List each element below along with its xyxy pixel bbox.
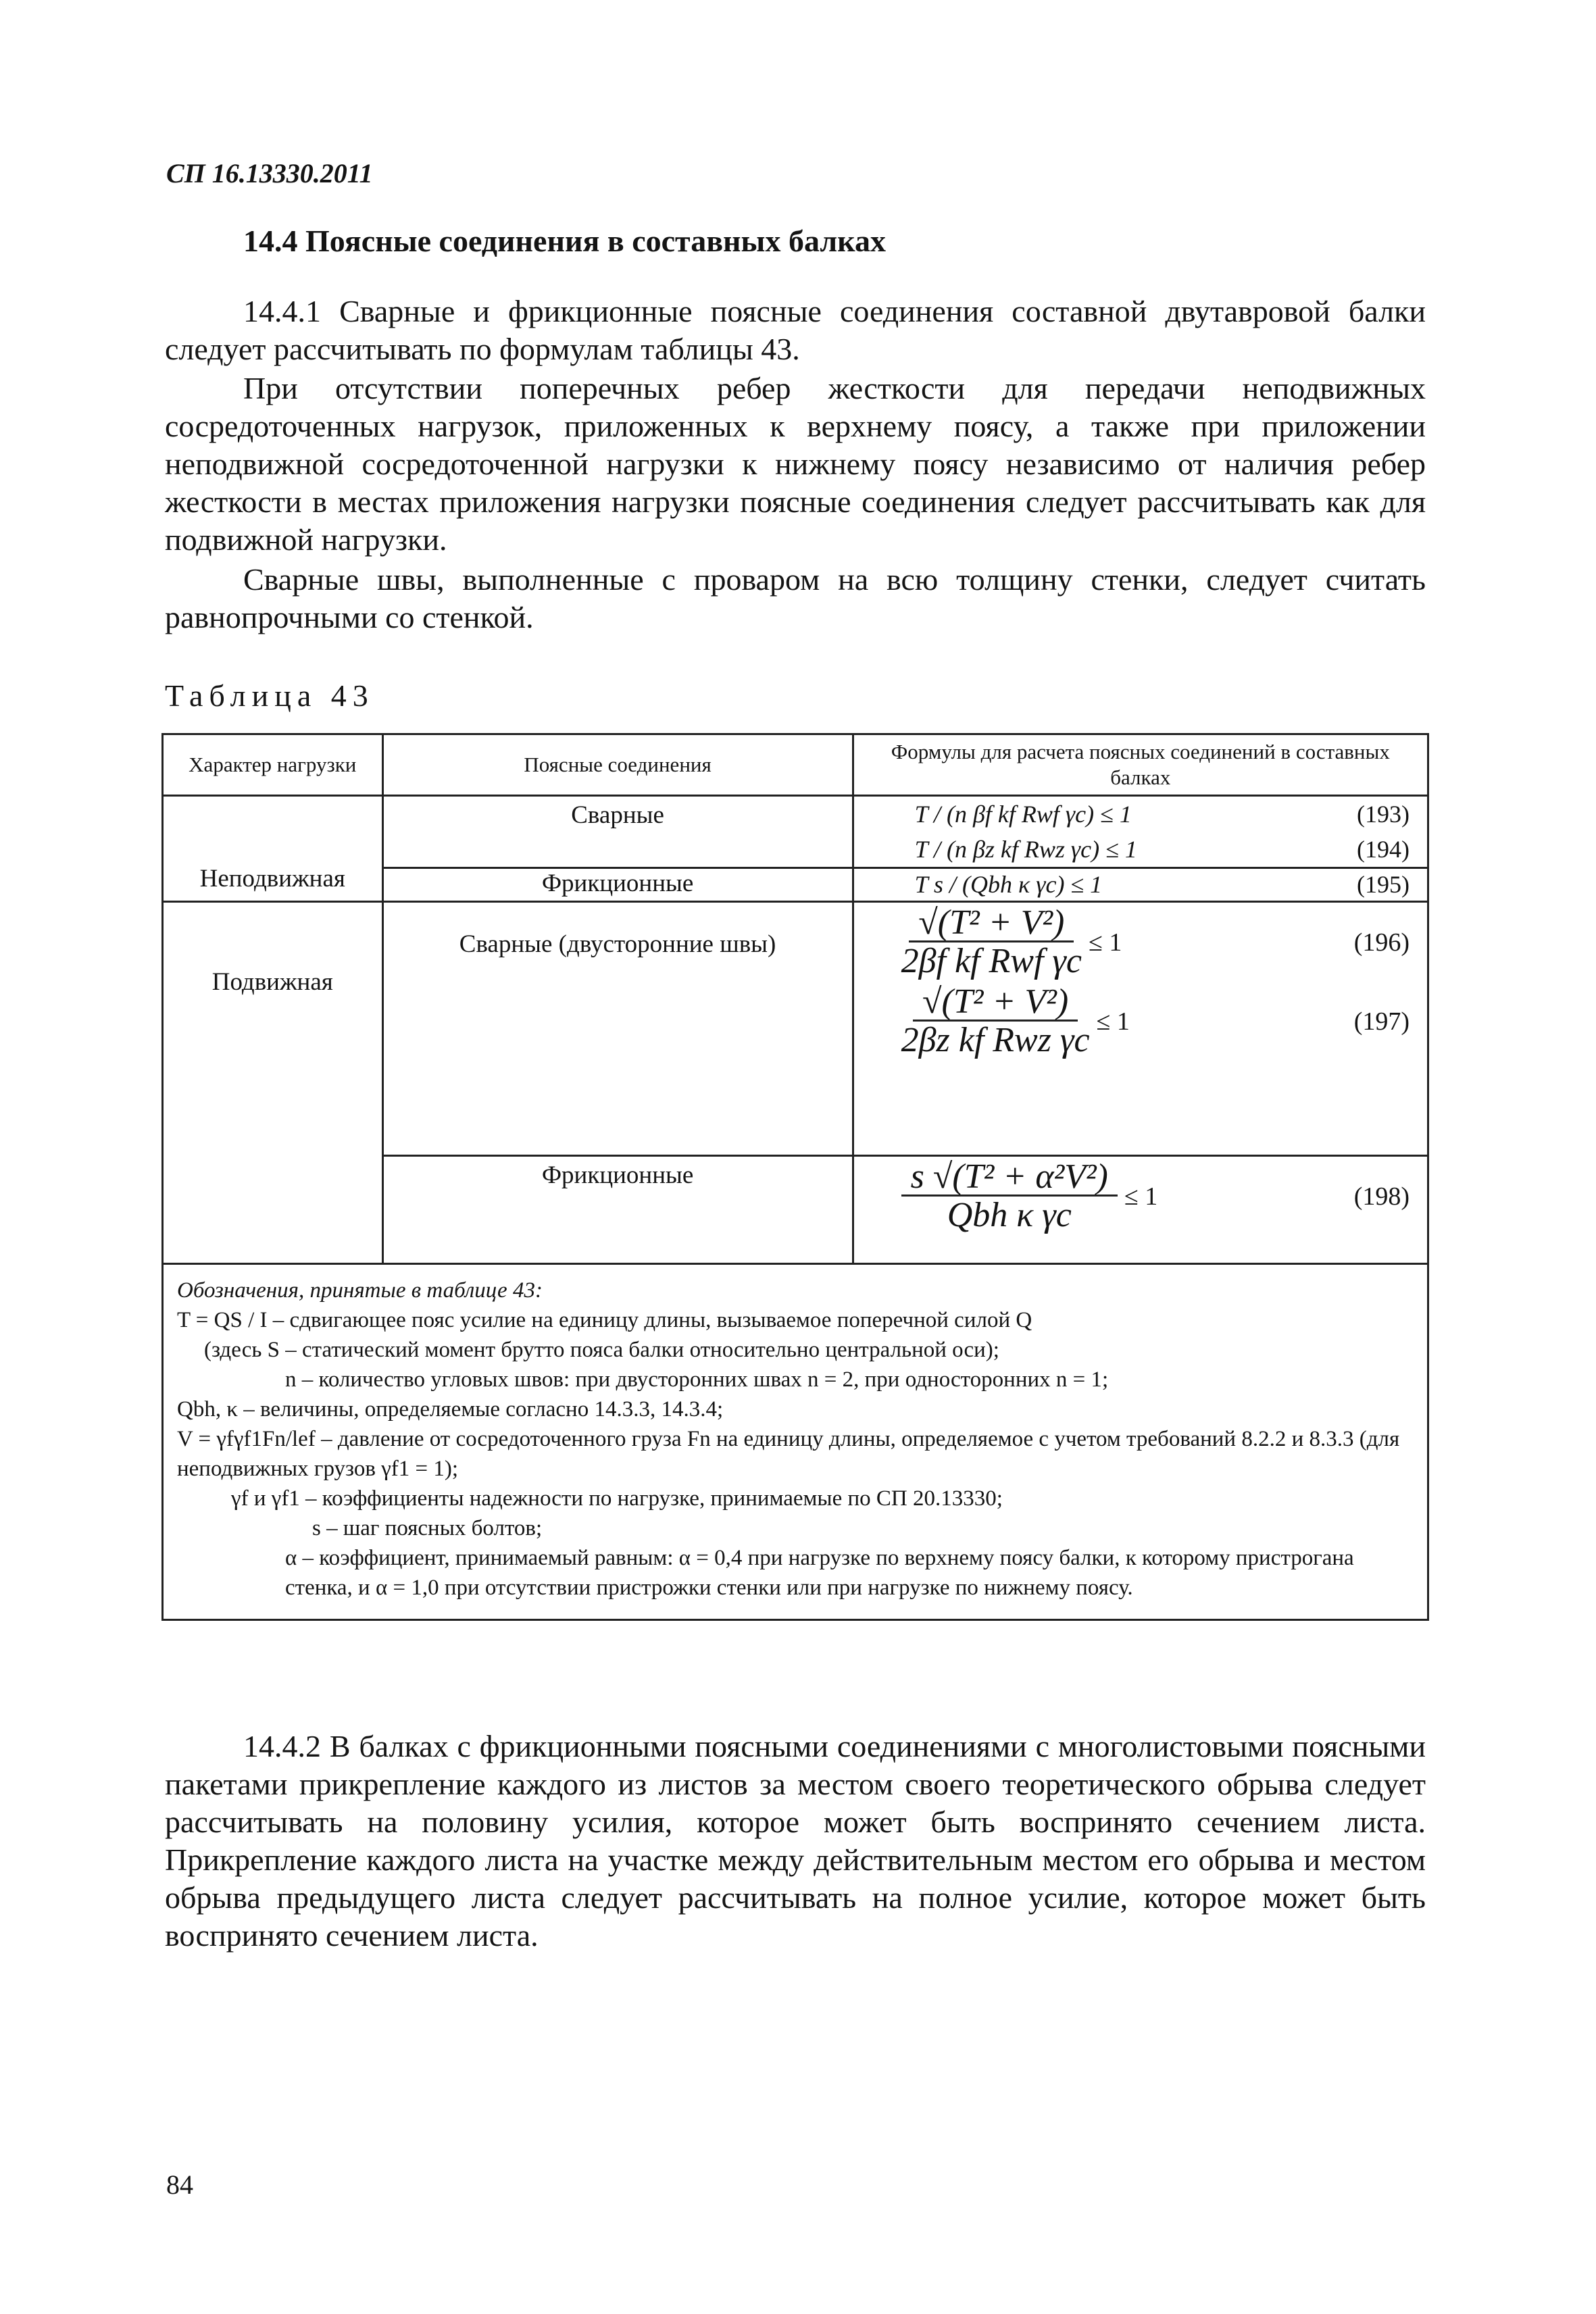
connection-friction-moving: Фрикционные [382,1156,853,1264]
formula-197: $\frac{\text{√(T² + V²)}}{\text{2βz kf Rwz γc}}$ ≤ 1 (197) [901,982,1410,1059]
connection-welded: Сварные [382,796,853,868]
page-number: 84 [166,2169,193,2200]
formula-cell-friction [853,868,1428,902]
paragraph-no-stiffeners [165,370,1426,559]
paragraph-text: 14.4.1 Сварные и фрикционные поясные соединения составной двутавровой балки следует рассчитывать по формулам таблицы 43. [165,294,1426,366]
paragraph-welds [165,561,1426,636]
formula-194: T / (n βz kf Rwz γc) ≤ 1 (194) [914,836,1410,863]
note-gamma: γf и γf1 – коэффициенты надежности по нагрузке, принимаемые по СП 20.13330; [231,1486,1003,1511]
table-43 [161,733,1429,1621]
formula-cell-friction-moving [853,1156,1428,1264]
connection-welded-double: Сварные (двусторонние швы) [382,902,853,1156]
document-code: СП 16.13330.2011 [166,158,373,188]
note-v: V = γfγf1Fn/lef – давление от сосредоточенного груза Fn на единицу длины, определяемое с учетом требований 8.2.2 и 8.3.3 (для неподвижных грузов γf1 = 1); [177,1427,1400,1481]
fraction-196: $\frac{\text{√(T² + V²)}}{\text{2βf kf Rwf γc}}$ [901,903,1082,980]
table-caption: Таблица 43 [165,678,374,713]
table-header-row [163,734,1428,796]
formula-cell-welded [853,796,1428,868]
load-type-moving: Подвижная [163,902,383,1264]
formula-196: $\frac{\text{√(T² + V²)}}{\text{2βf kf Rwf γc}}$ ≤ 1 (196) [901,903,1410,980]
note-bolt-step: s – шаг поясных болтов; [312,1516,543,1540]
section-title: 14.4 Поясные соединения в составных балках [243,224,886,258]
paragraph-14-4-2 [165,1728,1426,1955]
formula-cell-welded-double [853,902,1428,1156]
paragraph-text: 14.4.2 В балках с фрикционными поясными соединениями с многолистовыми поясными пакетами прикрепление каждого из листов за местом своего теоретического обрыва следует рассчитывать на половину усилия, которое может быть воспринято сечением листа. Прикрепление каждого листа на участке между действительным местом его обрыва и местом обрыва предыдущего листа следует рассчитывать на полное усилие, которое может быть воспринято сечением листа. [165,1729,1426,1953]
note-t: T = QS / I – сдвигающее пояс усилие на единицу длины, вызываемое поперечной силой Q [177,1308,1032,1332]
fraction-197: $\frac{\text{√(T² + V²)}}{\text{2βz kf Rwz γc}}$ [901,982,1090,1059]
paragraph-text: Сварные швы, выполненные с проваром на всю толщину стенки, следует считать равнопрочными со стенкой. [165,562,1426,634]
paragraph-14-4-1 [165,293,1426,368]
notes-title: Обозначения, принятые в таблице 43: [177,1278,543,1303]
paragraph-text: При отсутствии поперечных ребер жесткости для передачи неподвижных сосредоточенных нагрузок, приложенных к верхнему поясу, а также при приложении неподвижной сосредоточенной нагрузки к нижнему поясу независимо от наличия ребер жесткости в местах приложения нагрузки поясные соединения следует рассчитывать как для подвижной нагрузки. [165,371,1426,557]
note-s: (здесь S – статический момент брутто пояса балки относительно центральной оси); [204,1338,999,1362]
load-type-fixed: Неподвижная [163,796,383,902]
header-connection: Поясные соединения [382,734,853,796]
note-qbh: Qbh, κ – величины, определяемые согласно 14.3.3, 14.3.4; [177,1397,724,1422]
header-formulas: Формулы для расчета поясных соединений в составных балках [853,734,1428,796]
formula-193: T / (n βf kf Rwf γc) ≤ 1 (193) [914,801,1410,828]
table-notes-row [163,1264,1428,1620]
note-n: n – количество угловых швов: при двусторонних швах n = 2, при односторонних n = 1; [285,1367,1109,1392]
fraction-198: $\frac{\text{s √(T² + α²V²)}}{\text{Qbh κ γc}}$ [901,1162,1118,1230]
connection-friction: Фрикционные [382,868,853,902]
note-alpha: α – коэффициент, принимаемый равным: α = 0,4 при нагрузке по верхнему поясу балки, к которому пристрогана стенка, и α = 1,0 при отсутствии пристрожки стенки или при нагрузке по нижнему поясу. [285,1546,1354,1600]
table-notes [163,1264,1428,1620]
table-row [163,796,1428,868]
header-load: Характер нагрузки [163,734,383,796]
table-row [163,902,1428,1156]
formula-195: T s / (Qbh κ γc) ≤ 1 (195) [914,871,1410,898]
formula-198: $\frac{\text{s √(T² + α²V²)}}{\text{Qbh κ γc}}$ ≤ 1 (198) [854,1157,1427,1236]
